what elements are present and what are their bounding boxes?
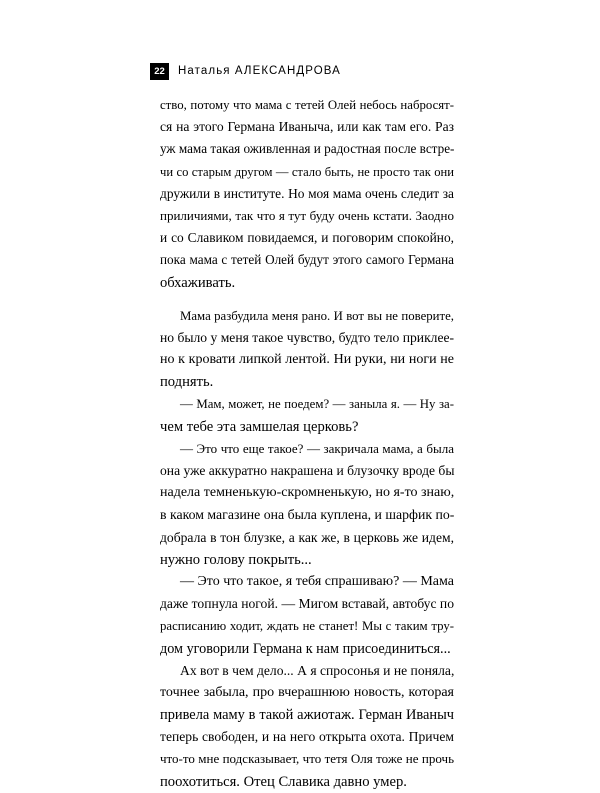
text-line: Мама разбудила меня рано. И вот вы не поверите, xyxy=(180,308,454,323)
text-line: надела темненькую-скромненькую, но я-то знаю, xyxy=(160,485,455,501)
text-line: но было у меня такое чувство, будто тело приклее- xyxy=(160,329,455,345)
paragraph xyxy=(160,571,454,660)
text-line: в каком магазине она была куплена, и шарфик по- xyxy=(160,507,455,523)
text-line: точнее забыла, про вчерашнюю новость, которая xyxy=(160,684,454,700)
text-line: приличиями, так что я тут буду очень кстати. Заодно xyxy=(160,207,454,223)
text-line: Ах вот в чем дело... А я спросонья и не поняла, xyxy=(180,662,455,678)
text-line: что-то мне подсказывает, что тетя Оля тоже не прочь xyxy=(160,751,454,767)
text-line: чем тебе эта замшелая церковь? xyxy=(160,418,359,435)
page-number: 22 xyxy=(150,63,169,80)
text-line: — Это что еще такое? — закричала мама, а была xyxy=(180,440,454,456)
text-line: поохотиться. Отец Славика давно умер. xyxy=(160,773,407,790)
text-line: обхаживать. xyxy=(160,274,236,291)
paragraph xyxy=(160,393,454,437)
paragraph xyxy=(160,305,454,394)
paragraph xyxy=(160,438,454,571)
text-line: — Это что такое, я тебя спрашиваю? — Мама xyxy=(180,573,454,589)
text-line: теперь свободен, и на него открыта охота. Причем xyxy=(160,729,454,745)
text-line: ся на этого Германа Иваныча, или как там его. Раз xyxy=(160,119,454,135)
page-header xyxy=(150,61,341,81)
text-line: но к кровати липкой лентой. Ни руки, ни ноги не xyxy=(160,352,454,368)
text-line: дружили в институте. Но моя мама очень следит за xyxy=(160,185,454,201)
body-text xyxy=(160,94,454,793)
running-head: Наталья АЛЕКСАНДРОВА xyxy=(178,65,341,77)
section-gap xyxy=(160,294,454,305)
text-line: чи со старым другом — стало быть, не просто так они xyxy=(160,164,454,179)
paragraph xyxy=(160,660,454,793)
text-line: привела маму в такой ажиотаж. Герман Иваныч xyxy=(160,707,454,724)
text-line: — Мам, может, не поедем? — заныла я. — Ну за- xyxy=(180,397,454,412)
text-line: поднять. xyxy=(160,374,214,391)
text-line: уж мама такая оживленная и радостная после встре- xyxy=(160,141,455,157)
text-line: она уже аккуратно накрашена и блузочку вроде бы xyxy=(160,463,455,478)
text-line: пока мама с тетей Олей будут этого самого Германа xyxy=(160,252,454,268)
text-line: нужно голову покрыть... xyxy=(160,551,312,568)
text-line: добрала в тон блузке, а как же, в церковь же идем, xyxy=(160,529,454,545)
paragraph xyxy=(160,94,454,294)
text-line: даже топнула ногой. — Мигом вставай, автобус по xyxy=(160,596,454,612)
text-line: расписанию ходит, ждать не станет! Мы с таким тру- xyxy=(160,619,454,634)
text-line: ство, потому что мама с тетей Олей небось набросят- xyxy=(160,98,454,112)
text-line: и со Славиком повидаемся, и поговорим спокойно, xyxy=(160,230,454,246)
text-line: дом уговорили Германа к нам присоединиться... xyxy=(160,640,451,657)
